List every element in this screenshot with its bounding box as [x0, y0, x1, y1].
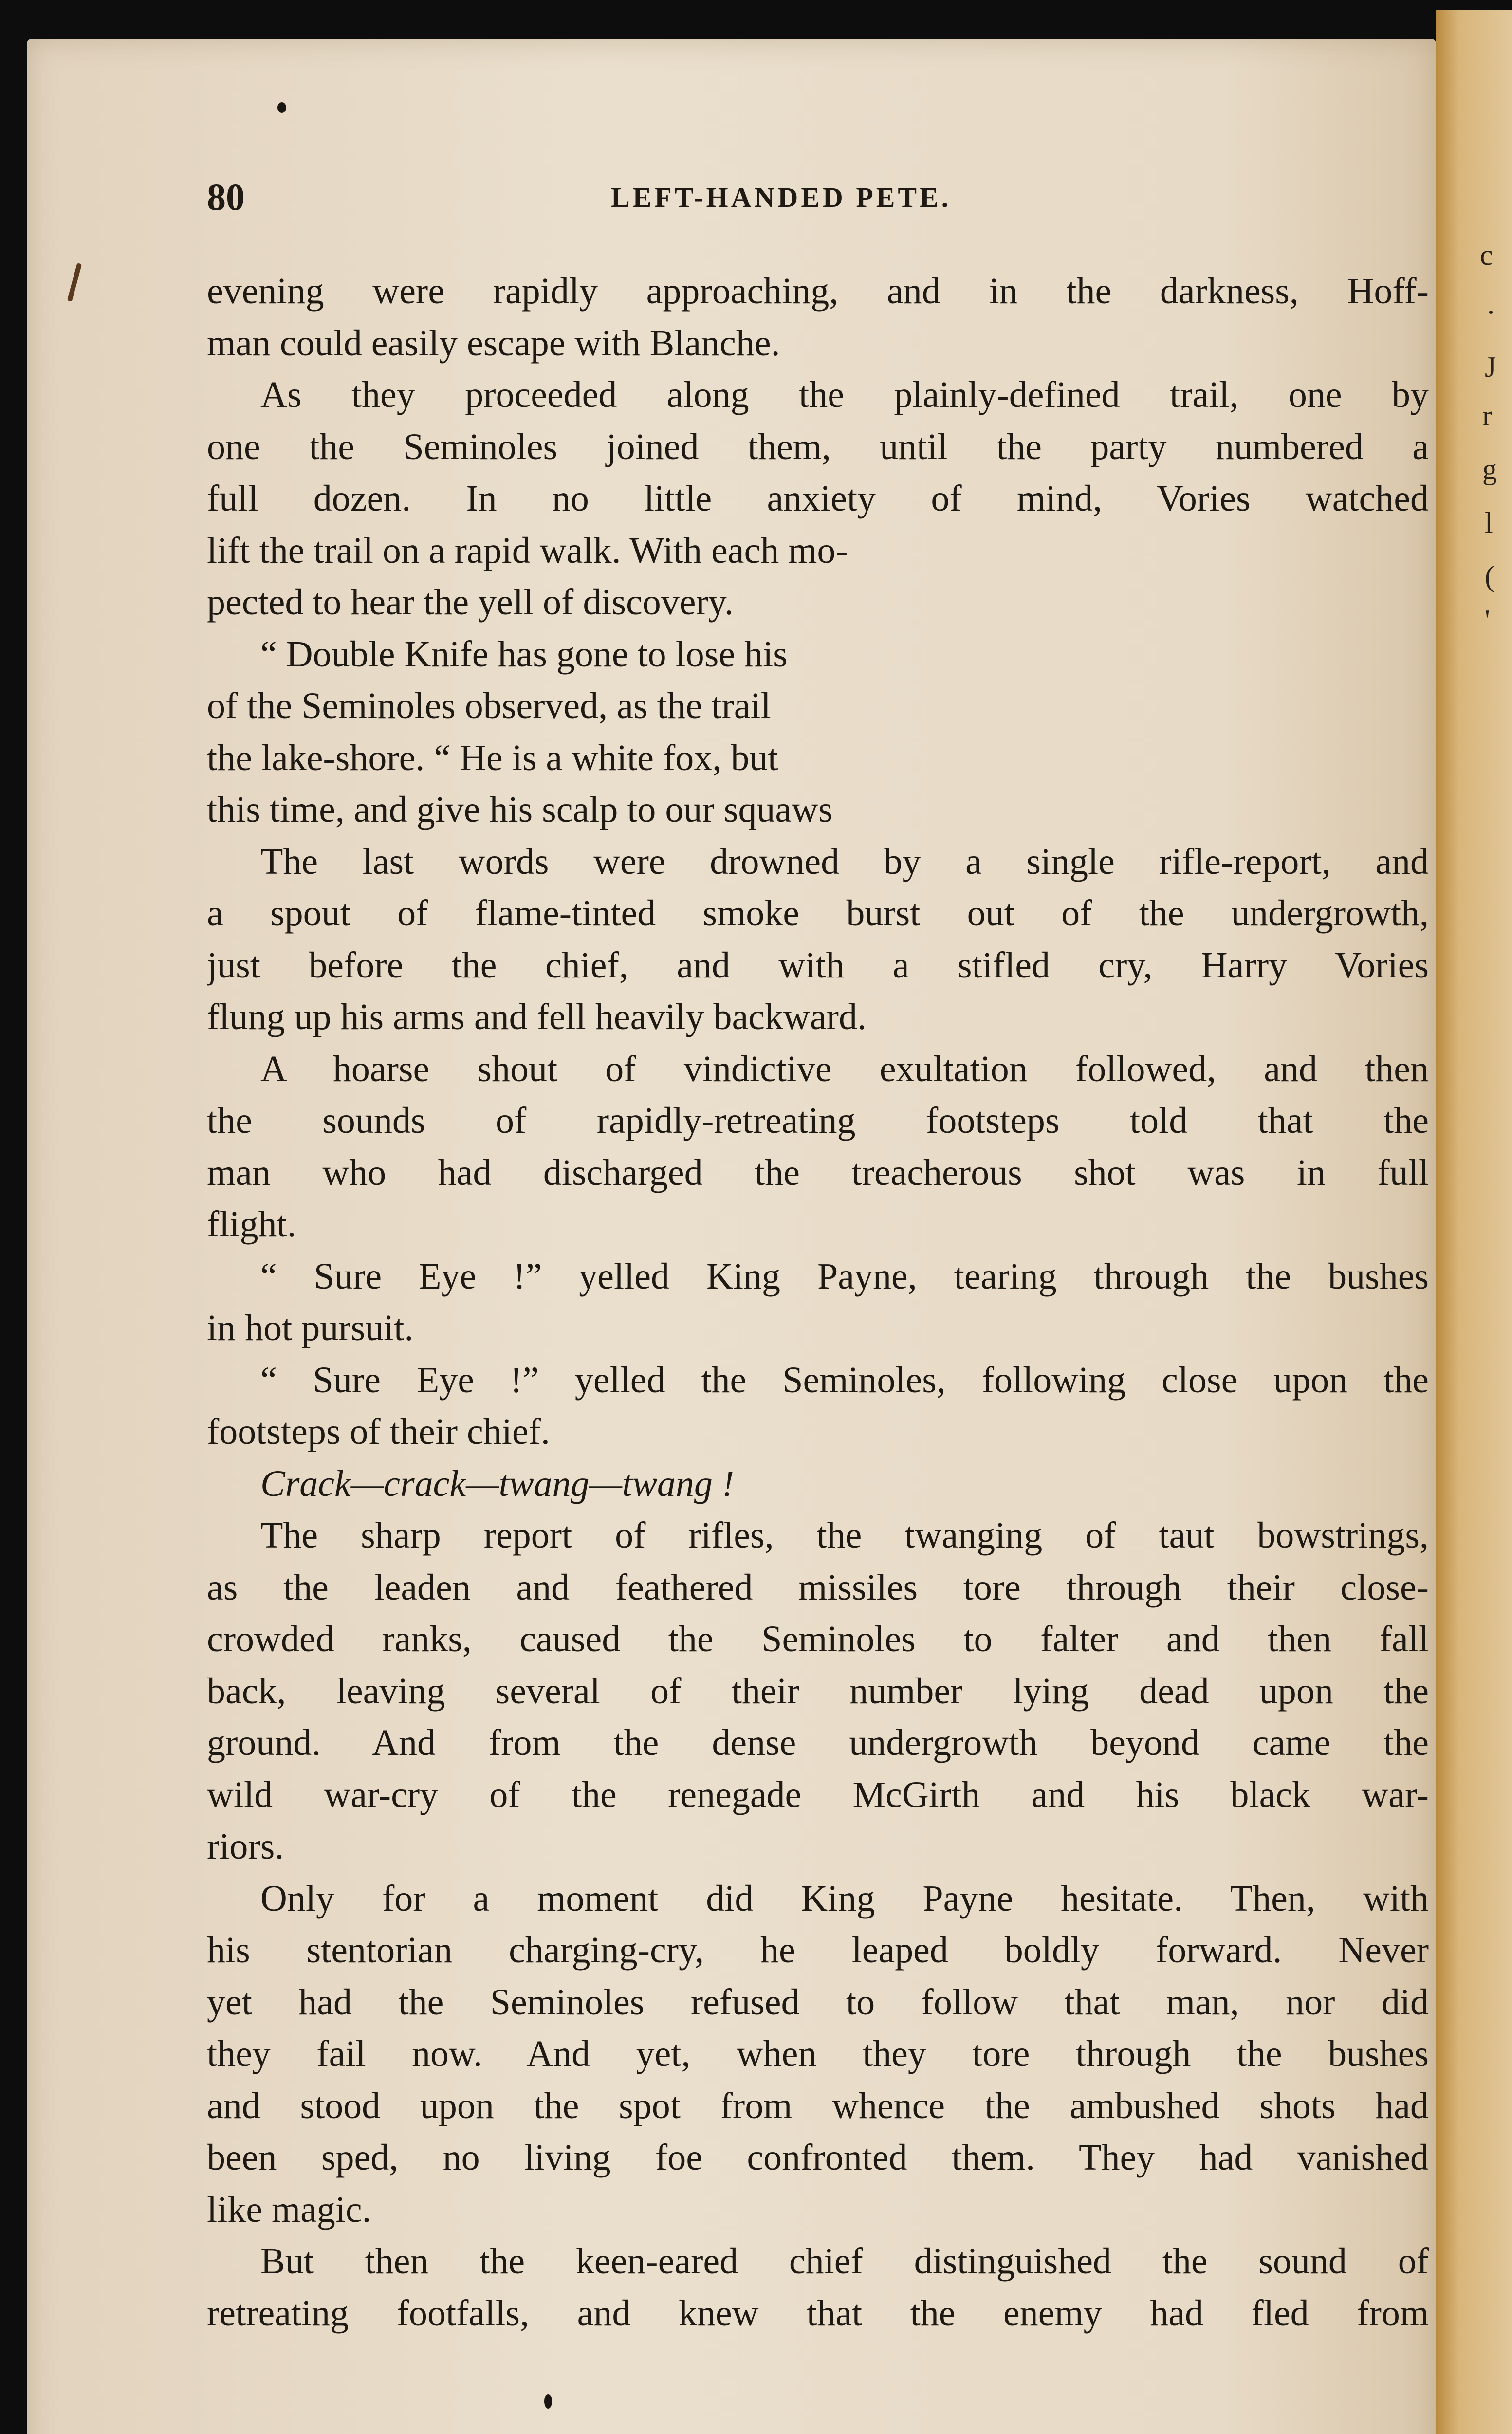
text-line: like magic. [207, 2189, 371, 2230]
text-line: man could easily escape with Blanche. [207, 322, 780, 364]
text-line: ground. And from the dense undergrowth beyond came the [207, 1722, 1429, 1763]
edge-fragment: r [1482, 400, 1492, 432]
text-line: But then the keen-eared chief distinguished the sound of [260, 2241, 1429, 2282]
text-line: this time, and give his scalp to our squaws [207, 789, 833, 830]
edge-fragment: g [1482, 453, 1497, 485]
text-line: his stentorian charging-cry, he leaped boldly forward. Never [207, 1930, 1429, 1971]
text-line: crowded ranks, caused the Seminoles to falter and then fall [207, 1619, 1429, 1660]
text-line: pected to hear the yell of discovery. [207, 582, 734, 623]
edge-fragment: J [1485, 351, 1496, 383]
text-line: of the Seminoles observed, as the trail [207, 685, 771, 726]
text-line: wild war-cry of the renegade McGirth and his black war- [207, 1774, 1429, 1815]
running-title: LEFT-HANDED PETE. [611, 182, 952, 213]
text-line: “ Sure Eye !” yelled King Payne, tearing through the bushes [260, 1255, 1429, 1297]
page-number: 80 [207, 176, 245, 218]
text-line: back, leaving several of their number lying dead upon the [207, 1670, 1429, 1712]
text-line: a spout of flame-tinted smoke burst out of the undergrowth, [207, 893, 1429, 934]
text-line: riors. [207, 1826, 284, 1867]
text-line: flung up his arms and fell heavily backward. [207, 996, 867, 1037]
edge-fragment: l [1485, 507, 1493, 539]
text-line: retreating footfalls, and knew that the enemy had fled from [207, 2292, 1429, 2334]
running-head [207, 175, 1419, 219]
text-line: just before the chief, and with a stifled cry, Harry Vories [207, 944, 1429, 986]
text-line: Crack—crack—twang—twang ! [260, 1463, 735, 1504]
text-line: in hot pursuit. [207, 1308, 414, 1348]
text-line: A hoarse shout of vindictive exultation followed, and then [260, 1048, 1429, 1089]
text-line: evening were rapidly approaching, and in the darkness, Hoff- [207, 271, 1429, 312]
text-line: flight. [207, 1204, 296, 1245]
text-line: and stood upon the spot from whence the ambushed shots had [207, 2085, 1429, 2126]
edge-fragment: c [1480, 239, 1493, 271]
edge-fragment: ( [1485, 560, 1494, 592]
edge-fragment: . [1487, 288, 1494, 320]
text-line: man who had discharged the treacherous shot was in full [207, 1152, 1429, 1193]
text-line: footsteps of their chief. [207, 1411, 550, 1452]
text-line: Only for a moment did King Payne hesitate. Then, with [260, 1878, 1429, 1919]
ink-speck [277, 102, 286, 113]
text-line: one the Seminoles joined them, until the party numbered a [207, 426, 1429, 467]
text-line: full dozen. In no little anxiety of mind, Vories watched [207, 478, 1429, 519]
text-line: been sped, no living foe confronted them. They had vanished [207, 2137, 1429, 2178]
text-line: “ Sure Eye !” yelled the Seminoles, following close upon the [260, 1359, 1429, 1401]
text-line: The sharp report of rifles, the twanging of taut bowstrings, [260, 1515, 1429, 1556]
text-line: the sounds of rapidly-retreating footsteps told that the [207, 1100, 1429, 1141]
text-line: lift the trail on a rapid walk. With each mo- [207, 530, 848, 571]
text-line: yet had the Seminoles refused to follow that man, nor did [207, 1981, 1429, 2023]
ink-speck [544, 2394, 552, 2409]
text-line: The last words were drowned by a single rifle-report, and [260, 841, 1429, 882]
body-text [207, 265, 1429, 2339]
text-line: the lake-shore. “ He is a white fox, but [207, 737, 778, 778]
text-line: As they proceeded along the plainly-defined trail, one by [260, 374, 1429, 415]
text-line: as the leaden and feathered missiles tore through their close- [207, 1567, 1429, 1608]
edge-fragment: ' [1485, 604, 1490, 636]
text-line: they fail now. And yet, when they tore through the bushes [207, 2033, 1429, 2074]
adjacent-page-edge [1436, 10, 1512, 2434]
text-line: “ Double Knife has gone to lose his [260, 633, 788, 675]
